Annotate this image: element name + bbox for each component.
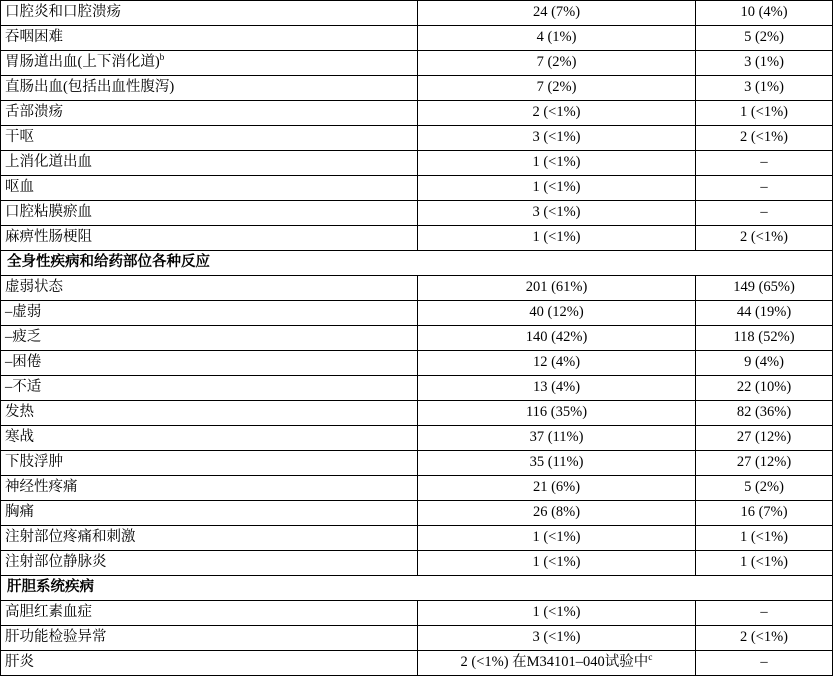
table-row — [1, 301, 833, 326]
group-b-value: 2 (<1%) — [696, 226, 833, 251]
group-b-value: 27 (12%) — [696, 426, 833, 451]
group-a-value-text: 3 (<1%) — [532, 629, 581, 646]
group-a-value — [418, 201, 696, 226]
group-a-value — [418, 626, 696, 651]
reaction-term-label: 胸痛 — [5, 504, 34, 521]
group-b-value: 44 (19%) — [696, 301, 833, 326]
group-a-value-text: 140 (42%) — [525, 329, 588, 346]
group-a-value — [418, 51, 696, 76]
group-a-value-text: 35 (11%) — [529, 454, 584, 471]
group-a-value — [418, 176, 696, 201]
reaction-term-label: 寒战 — [5, 429, 34, 446]
group-a-value-text: 37 (11%) — [529, 429, 584, 446]
reaction-term-label: 注射部位疼痛和刺激 — [5, 529, 136, 546]
reaction-term — [1, 226, 418, 251]
group-a-value-text: 26 (8%) — [532, 504, 581, 521]
group-a-value — [418, 601, 696, 626]
group-a-value-text: 2 (<1%) — [532, 104, 581, 121]
group-b-value: 2 (<1%) — [696, 126, 833, 151]
reaction-term — [1, 551, 418, 576]
section-heading: 全身性疾病和给药部位各种反应 — [1, 251, 833, 276]
reaction-term-label: 肝功能检验异常 — [5, 629, 107, 646]
table-row — [1, 626, 833, 651]
reaction-term-label: 发热 — [5, 404, 34, 421]
table-row — [1, 201, 833, 226]
reaction-term-label: 神经性疼痛 — [5, 479, 78, 496]
group-a-value-text: 1 (<1%) — [532, 179, 581, 196]
group-b-value: 22 (10%) — [696, 376, 833, 401]
table-section-row — [1, 576, 833, 601]
group-b-value: 1 (<1%) — [696, 551, 833, 576]
reaction-term — [1, 151, 418, 176]
group-b-value: – — [696, 601, 833, 626]
table-row — [1, 501, 833, 526]
reaction-term-label: 干呕 — [5, 129, 34, 146]
group-b-value: 27 (12%) — [696, 451, 833, 476]
group-b-value: 9 (4%) — [696, 351, 833, 376]
table-row — [1, 426, 833, 451]
reaction-term — [1, 376, 418, 401]
reaction-term — [1, 76, 418, 101]
table-row — [1, 451, 833, 476]
group-a-value-text: 12 (4%) — [532, 354, 581, 371]
reaction-term — [1, 126, 418, 151]
group-a-value-text: 1 (<1%) — [532, 554, 581, 571]
table-row — [1, 551, 833, 576]
table-row — [1, 151, 833, 176]
group-b-value: 16 (7%) — [696, 501, 833, 526]
reaction-term — [1, 651, 418, 676]
reaction-term-label: 直肠出血(包括出血性腹泻) — [5, 79, 175, 96]
table-section-row — [1, 251, 833, 276]
table-row — [1, 376, 833, 401]
group-a-value — [418, 476, 696, 501]
section-heading: 肝胆系统疾病 — [1, 576, 833, 601]
reaction-term-label: 吞咽困难 — [5, 29, 63, 46]
reaction-term-label: 口腔粘膜瘀血 — [5, 204, 92, 221]
group-a-value-text: 13 (4%) — [532, 379, 581, 396]
reaction-term — [1, 201, 418, 226]
group-b-value: 5 (2%) — [696, 476, 833, 501]
group-a-value-text: 1 (<1%) — [532, 229, 581, 246]
reaction-term — [1, 476, 418, 501]
table-row — [1, 326, 833, 351]
group-b-value: 3 (1%) — [696, 51, 833, 76]
group-a-value — [418, 551, 696, 576]
table-row — [1, 176, 833, 201]
group-a-value-text: 4 (1%) — [536, 29, 577, 46]
reaction-term — [1, 51, 418, 76]
reaction-term-label: 呕血 — [5, 179, 34, 196]
reaction-term — [1, 326, 418, 351]
table-row — [1, 76, 833, 101]
group-b-value: – — [696, 201, 833, 226]
group-a-value — [418, 651, 696, 676]
group-a-value — [418, 1, 696, 26]
group-b-value: 1 (<1%) — [696, 101, 833, 126]
table-row — [1, 26, 833, 51]
group-b-value: – — [696, 151, 833, 176]
reaction-term — [1, 351, 418, 376]
group-a-value-text: 40 (12%) — [529, 304, 584, 321]
reaction-term-label: 舌部溃疡 — [5, 104, 63, 121]
group-a-value-text: 1 (<1%) — [532, 529, 581, 546]
table-row — [1, 276, 833, 301]
group-b-value: 82 (36%) — [696, 401, 833, 426]
group-a-value — [418, 501, 696, 526]
group-b-value: 3 (1%) — [696, 76, 833, 101]
reaction-term-label: 麻痹性肠梗阻 — [5, 229, 92, 246]
group-b-value: 149 (65%) — [696, 276, 833, 301]
reaction-term — [1, 1, 418, 26]
group-a-value — [418, 376, 696, 401]
reaction-term-label: 肝炎 — [5, 654, 34, 671]
reaction-term-label: –疲乏 — [5, 329, 42, 346]
group-b-value: 2 (<1%) — [696, 626, 833, 651]
reaction-term-label: –困倦 — [5, 354, 42, 371]
table-row — [1, 126, 833, 151]
group-a-value — [418, 326, 696, 351]
reaction-term-label: 注射部位静脉炎 — [5, 554, 107, 571]
group-a-value — [418, 401, 696, 426]
reaction-term — [1, 26, 418, 51]
group-a-value-text: 2 (<1%) 在M34101–040试验中 — [460, 654, 649, 671]
group-a-value-text: 7 (2%) — [536, 54, 577, 71]
reaction-term-label: –不适 — [5, 379, 42, 396]
group-a-value-text: 24 (7%) — [532, 4, 581, 21]
group-a-value-text: 201 (61%) — [525, 279, 588, 296]
table-row — [1, 476, 833, 501]
footnote-marker: c — [648, 653, 653, 664]
reaction-term — [1, 426, 418, 451]
group-a-value — [418, 276, 696, 301]
group-a-value — [418, 451, 696, 476]
table-row — [1, 226, 833, 251]
group-a-value — [418, 151, 696, 176]
table-row — [1, 1, 833, 26]
group-a-value — [418, 426, 696, 451]
group-a-value — [418, 226, 696, 251]
table-row — [1, 51, 833, 76]
table-row — [1, 651, 833, 676]
reaction-term-label: 胃肠道出血(上下消化道) — [5, 54, 160, 71]
reaction-term-label: 下肢浮肿 — [5, 454, 63, 471]
group-a-value-text: 1 (<1%) — [532, 154, 581, 171]
group-a-value — [418, 301, 696, 326]
table-row — [1, 601, 833, 626]
table-row — [1, 351, 833, 376]
group-a-value-text: 3 (<1%) — [532, 129, 581, 146]
reaction-term — [1, 601, 418, 626]
reaction-term — [1, 401, 418, 426]
reaction-term-label: 上消化道出血 — [5, 154, 92, 171]
reaction-term — [1, 501, 418, 526]
group-a-value — [418, 76, 696, 101]
group-b-value: – — [696, 176, 833, 201]
group-a-value-text: 21 (6%) — [532, 479, 581, 496]
group-b-value: – — [696, 651, 833, 676]
group-a-value-text: 7 (2%) — [536, 79, 577, 96]
group-a-value-text: 116 (35%) — [525, 404, 588, 421]
reaction-term — [1, 176, 418, 201]
table-row — [1, 101, 833, 126]
table-row — [1, 401, 833, 426]
group-a-value — [418, 26, 696, 51]
group-b-value: 5 (2%) — [696, 26, 833, 51]
reaction-term — [1, 626, 418, 651]
reaction-term-label: 高胆红素血症 — [5, 604, 92, 621]
reaction-term — [1, 451, 418, 476]
group-b-value: 1 (<1%) — [696, 526, 833, 551]
group-a-value-text: 3 (<1%) — [532, 204, 581, 221]
table-body — [1, 1, 833, 676]
footnote-marker: b — [159, 53, 165, 64]
group-a-value — [418, 526, 696, 551]
group-a-value — [418, 101, 696, 126]
group-a-value-text: 1 (<1%) — [532, 604, 581, 621]
group-b-value: 118 (52%) — [696, 326, 833, 351]
reaction-term — [1, 301, 418, 326]
reaction-term-label: –虚弱 — [5, 304, 42, 321]
reaction-term — [1, 101, 418, 126]
table-row — [1, 526, 833, 551]
group-b-value: 10 (4%) — [696, 1, 833, 26]
reaction-term-label: 虚弱状态 — [5, 279, 63, 296]
reaction-term — [1, 526, 418, 551]
reaction-term — [1, 276, 418, 301]
group-a-value — [418, 351, 696, 376]
reaction-term-label: 口腔炎和口腔溃疡 — [5, 4, 121, 21]
group-a-value — [418, 126, 696, 151]
